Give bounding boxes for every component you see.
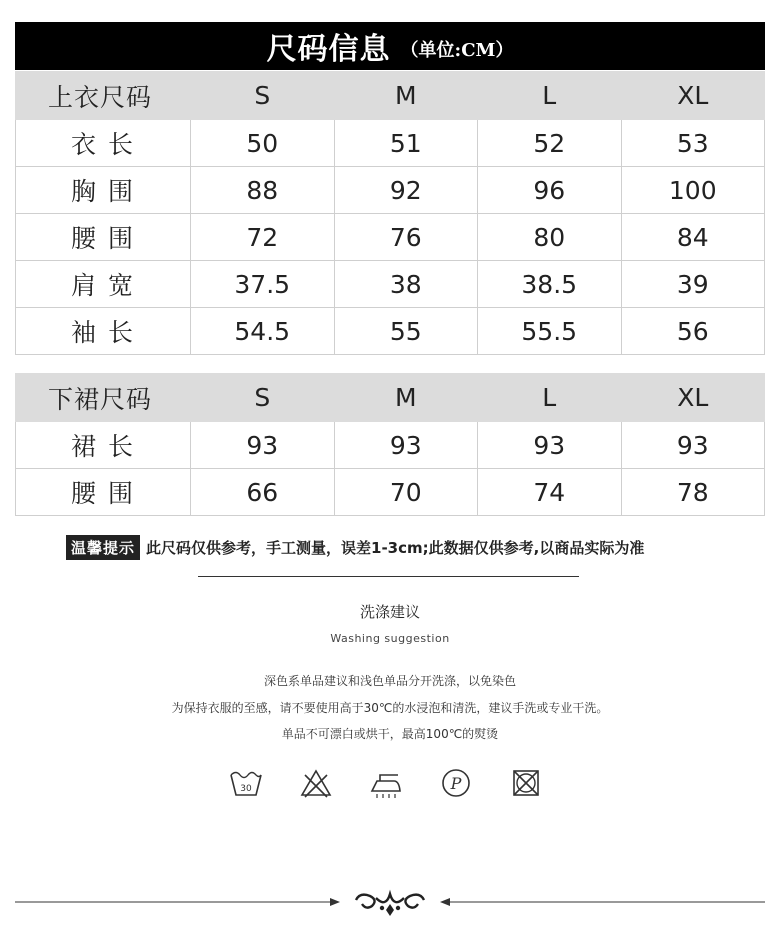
bottom-size-label: 下裙尺码 <box>16 374 191 422</box>
table-row <box>16 422 765 469</box>
divider <box>198 576 579 577</box>
top-size-header-row <box>16 72 765 120</box>
cell-value: 37.5 <box>191 261 335 308</box>
tip-note <box>66 535 644 560</box>
bottom-size-table <box>15 373 765 516</box>
row-label: 袖 长 <box>16 308 191 355</box>
cell-value: 56 <box>621 308 765 355</box>
cell-value: 78 <box>621 469 765 516</box>
cell-value: 72 <box>191 214 335 261</box>
row-label: 衣 长 <box>16 120 191 167</box>
table-row <box>16 261 765 308</box>
unit-label: （单位:CM） <box>400 40 514 61</box>
size-s: S <box>191 72 335 120</box>
page-title: 尺码信息 <box>266 32 391 67</box>
top-size-label: 上衣尺码 <box>16 72 191 120</box>
cell-value: 53 <box>621 120 765 167</box>
cell-value: 52 <box>478 120 622 167</box>
ornament-divider <box>0 882 780 922</box>
cell-value: 88 <box>191 167 335 214</box>
table-row <box>16 308 765 355</box>
size-m: M <box>334 374 478 422</box>
cell-value: 76 <box>334 214 478 261</box>
care-icons <box>228 765 544 801</box>
washing-title: 洗涤建议 <box>359 603 420 621</box>
table-row <box>16 167 765 214</box>
row-label: 胸 围 <box>16 167 191 214</box>
cell-value: 70 <box>334 469 478 516</box>
cell-value: 55.5 <box>478 308 622 355</box>
no-bleach-icon <box>298 765 334 801</box>
wash-temp-text: 30 <box>240 784 252 794</box>
cell-value: 38 <box>334 261 478 308</box>
cell-value: 74 <box>478 469 622 516</box>
row-label: 裙 长 <box>16 422 191 469</box>
no-tumble-dry-icon <box>508 765 544 801</box>
cell-value: 92 <box>334 167 478 214</box>
row-label: 肩 宽 <box>16 261 191 308</box>
dry-clean-p-icon <box>438 765 474 801</box>
cell-value: 51 <box>334 120 478 167</box>
cell-value: 96 <box>478 167 622 214</box>
dry-clean-letter: P <box>450 774 462 793</box>
bottom-size-header-row <box>16 374 765 422</box>
cell-value: 93 <box>621 422 765 469</box>
table-row <box>16 214 765 261</box>
size-l: L <box>478 374 622 422</box>
cell-value: 93 <box>478 422 622 469</box>
cell-value: 80 <box>478 214 622 261</box>
size-xl: XL <box>621 72 765 120</box>
size-m: M <box>334 72 478 120</box>
cell-value: 39 <box>621 261 765 308</box>
size-xl: XL <box>621 374 765 422</box>
table-row <box>16 469 765 516</box>
size-s: S <box>191 374 335 422</box>
cell-value: 93 <box>191 422 335 469</box>
size-l: L <box>478 72 622 120</box>
size-info-title-bar <box>15 22 765 70</box>
washing-subtitle: Washing suggestion <box>330 632 450 645</box>
top-size-table <box>15 71 765 355</box>
cell-value: 100 <box>621 167 765 214</box>
cell-value: 38.5 <box>478 261 622 308</box>
table-row <box>16 120 765 167</box>
cell-value: 93 <box>334 422 478 469</box>
cell-value: 54.5 <box>191 308 335 355</box>
cell-value: 50 <box>191 120 335 167</box>
washing-note: 单品不可漂白或烘干，最高100℃的熨烫 <box>281 727 499 741</box>
iron-icon <box>368 765 404 801</box>
tip-text: 此尺码仅供参考，手工测量，误差1-3cm;此数据仅供参考,以商品实际为准 <box>146 539 645 557</box>
row-label: 腰 围 <box>16 214 191 261</box>
cell-value: 66 <box>191 469 335 516</box>
row-label: 腰 围 <box>16 469 191 516</box>
wash-30-icon <box>228 765 264 801</box>
cell-value: 84 <box>621 214 765 261</box>
tip-badge: 温馨提示 <box>66 535 140 560</box>
washing-note: 为保持衣服的至感，请不要使用高于30℃的水浸泡和清洗，建议手洗或专业干洗。 <box>171 701 609 715</box>
washing-note: 深色系单品建议和浅色单品分开洗涤，以免染色 <box>263 674 516 688</box>
cell-value: 55 <box>334 308 478 355</box>
